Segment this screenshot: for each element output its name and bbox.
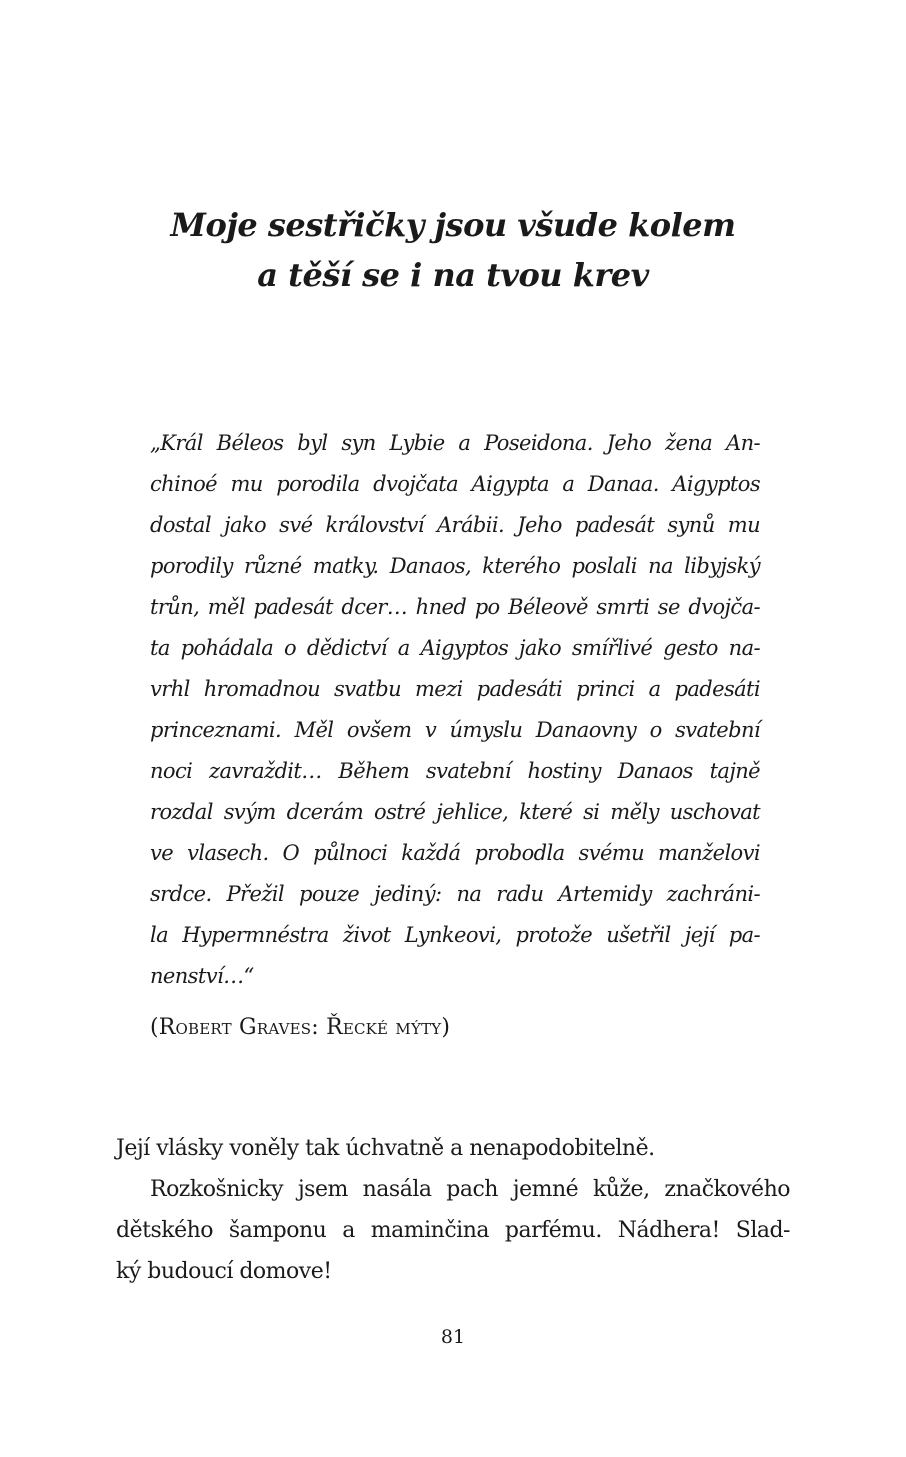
epigraph-line: princeznami. Měl ovšem v úmyslu Danaovny o svatební bbox=[150, 718, 760, 742]
epigraph-line: ve vlasech. O půlnoci každá probodla svému manželovi bbox=[150, 841, 760, 865]
chapter-title-line-2: a těší se i na tvou krev bbox=[257, 256, 649, 294]
epigraph-line: noci zavraždit… Během svatební hostiny Danaos tajně bbox=[150, 759, 760, 783]
epigraph-line: nenství…“ bbox=[150, 964, 254, 988]
epigraph-line: srdce. Přežil pouze jediný: na radu Artemidy zachráni- bbox=[150, 882, 760, 906]
epigraph-line: chinoé mu porodila dvojčata Aigypta a Danaa. Aigyptos bbox=[150, 472, 760, 496]
body-paragraphs bbox=[116, 1128, 790, 1292]
body-line: Její vlásky voněly tak úchvatně a nenapodobitelně. bbox=[116, 1136, 655, 1161]
epigraph-quote bbox=[150, 423, 760, 997]
body-line: ký budoucí domove! bbox=[116, 1259, 332, 1284]
epigraph-line: „Král Béleos byl syn Lybie a Poseidona. Jeho žena An- bbox=[150, 431, 760, 455]
epigraph-line: dostal jako své království Arábii. Jeho padesát synů mu bbox=[150, 513, 760, 537]
epigraph-line: porodily různé matky. Danaos, kterého poslali na libyjský bbox=[150, 554, 760, 578]
page-number: 81 bbox=[440, 1326, 466, 1348]
body-line: Rozkošnicky jsem nasála pach jemné kůže, značkového bbox=[150, 1177, 790, 1202]
chapter-title-line-1: Moje sestřičky jsou všude kolem bbox=[170, 206, 736, 244]
chapter-title bbox=[0, 200, 906, 300]
epigraph-attribution: (Robert Graves: Řecké mýty) bbox=[150, 1015, 451, 1040]
epigraph-line: ta pohádala o dědictví a Aigyptos jako smířlivé gesto na- bbox=[150, 636, 760, 660]
epigraph-line: vrhl hromadnou svatbu mezi padesáti princi a padesáti bbox=[150, 677, 760, 701]
epigraph-line: la Hypermnéstra život Lynkeovi, protože ušetřil její pa- bbox=[150, 923, 760, 947]
body-line: dětského šamponu a maminčina parfému. Nádhera! Slad- bbox=[116, 1218, 790, 1243]
epigraph-line: trůn, měl padesát dcer… hned po Béleově smrti se dvojča- bbox=[150, 595, 760, 619]
epigraph-line: rozdal svým dcerám ostré jehlice, které si měly uschovat bbox=[150, 800, 760, 824]
